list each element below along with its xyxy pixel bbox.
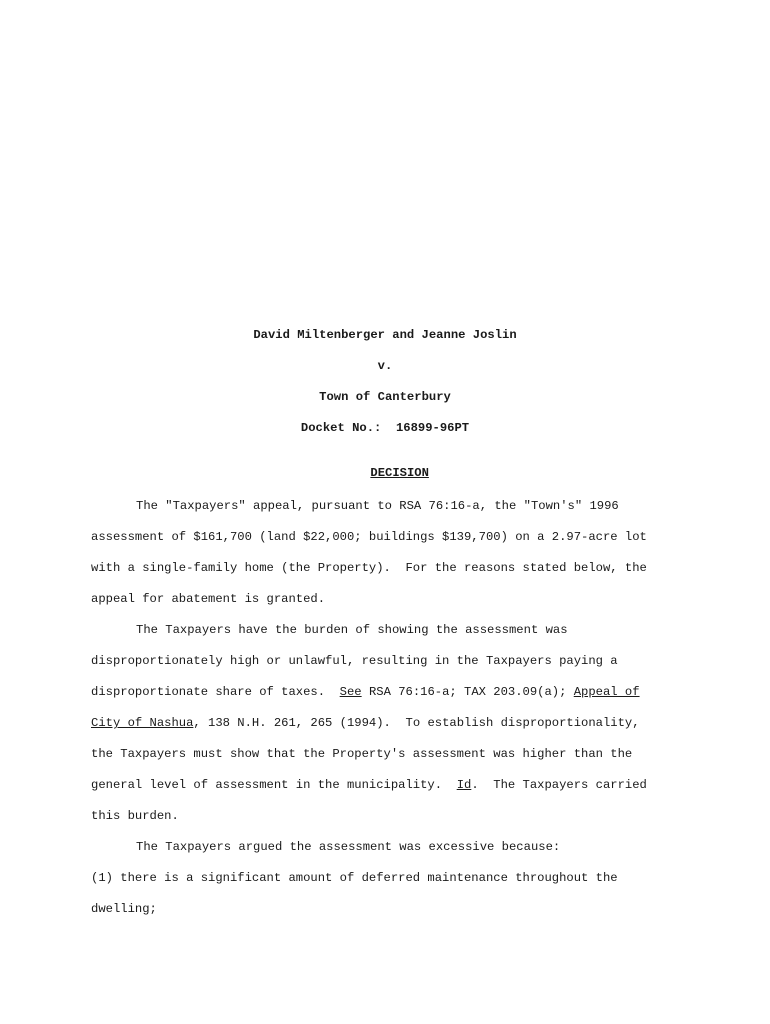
paragraph-2-line-3 bbox=[91, 685, 640, 699]
line-text: general level of assessment in the municipality. bbox=[91, 778, 457, 792]
case-name-city-of-nashua: City of Nashua bbox=[91, 716, 194, 730]
case-parties: David Miltenberger and Jeanne Joslin bbox=[253, 328, 517, 342]
paragraph-1-line-2: assessment of $161,700 (land $22,000; buildings $139,700) on a 2.97-acre lot bbox=[91, 530, 647, 544]
paragraph-2-line-1: The Taxpayers have the burden of showing the assessment was bbox=[136, 623, 568, 637]
citation-signal-see: See bbox=[339, 685, 362, 699]
paragraph-1-line-3: with a single-family home (the Property). For the reasons stated below, the bbox=[91, 561, 647, 575]
paragraph-2-line-2: disproportionately high or unlawful, resulting in the Taxpayers paying a bbox=[91, 654, 618, 668]
line-text: , 138 N.H. 261, 265 (1994). To establish disproportionality, bbox=[193, 716, 640, 730]
case-respondent: Town of Canterbury bbox=[319, 390, 451, 404]
paragraph-2-line-5: the Taxpayers must show that the Property's assessment was higher than the bbox=[91, 747, 633, 761]
line-text: disproportionate share of taxes. bbox=[91, 685, 340, 699]
decision-heading-row bbox=[0, 452, 770, 494]
paragraph-1-line-1: The "Taxpayers" appeal, pursuant to RSA 76:16-a, the "Town's" 1996 bbox=[136, 499, 619, 513]
line-text: RSA 76:16-a; TAX 203.09(a); bbox=[361, 685, 574, 699]
line-text: . The Taxpayers carried bbox=[471, 778, 647, 792]
decision-heading: DECISION bbox=[370, 466, 429, 480]
paragraph-1-line-4: appeal for abatement is granted. bbox=[91, 592, 326, 606]
citation-id: Id bbox=[456, 778, 472, 792]
paragraph-3-line-1: The Taxpayers argued the assessment was excessive because: bbox=[136, 840, 561, 854]
paragraph-3-line-3: dwelling; bbox=[91, 902, 157, 916]
case-versus: v. bbox=[377, 359, 393, 373]
paragraph-2-line-4 bbox=[91, 716, 640, 730]
paragraph-2-line-7: this burden. bbox=[91, 809, 179, 823]
docket-number: Docket No.: 16899-96PT bbox=[300, 421, 470, 435]
paragraph-3-line-2: (1) there is a significant amount of deferred maintenance throughout the bbox=[91, 871, 618, 885]
paragraph-2-line-6 bbox=[91, 778, 647, 792]
case-name-appeal-of: Appeal of bbox=[573, 685, 640, 699]
